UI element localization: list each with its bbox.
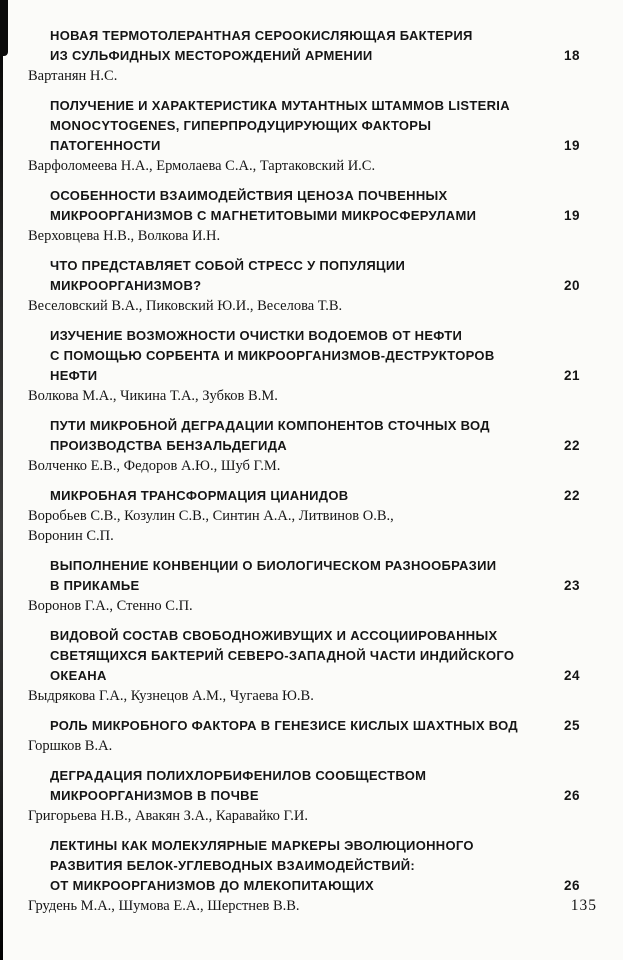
toc-entry	[28, 26, 580, 86]
entry-title-line: ПУТИ МИКРОБНОЙ ДЕГРАДАЦИИ КОМПОНЕНТОВ СТОЧНЫХ ВОД	[50, 418, 490, 433]
entry-page-number: 22	[563, 488, 580, 503]
entry-title-line: ДЕГРАДАЦИЯ ПОЛИХЛОРБИФЕНИЛОВ СООБЩЕСТВОМ	[50, 768, 427, 783]
entry-page-number: 23	[563, 578, 580, 593]
entry-title-line: ОКЕАНА	[50, 668, 107, 683]
entry-authors: Григорьева Н.В., Авакян З.А., Каравайко Г.И.	[28, 808, 308, 824]
entry-title-line: РАЗВИТИЯ БЕЛОК-УГЛЕВОДНЫХ ВЗАИМОДЕЙСТВИЙ:	[50, 858, 415, 873]
entry-title-line: ОТ МИКРООРГАНИЗМОВ ДО МЛЕКОПИТАЮЩИХ	[50, 878, 374, 893]
entry-title-line: МИКРООРГАНИЗМОВ?	[50, 278, 202, 293]
toc-entry	[28, 766, 580, 826]
entry-authors: Варфоломеева Н.А., Ермолаева С.А., Тартаковский И.С.	[28, 158, 376, 174]
entry-title-line: В ПРИКАМЬЕ	[50, 578, 140, 593]
entry-page-number: 20	[563, 278, 580, 293]
toc-entry	[28, 416, 580, 476]
entry-title-line: ЧТО ПРЕДСТАВЛЯЕТ СОБОЙ СТРЕСС У ПОПУЛЯЦИИ	[50, 258, 406, 273]
entry-title-line: МИКРОБНАЯ ТРАНСФОРМАЦИЯ ЦИАНИДОВ	[50, 488, 349, 503]
toc-entry	[28, 836, 580, 916]
entry-title-line: ВИДОВОЙ СОСТАВ СВОБОДНОЖИВУЩИХ И АССОЦИИРОВАННЫХ	[50, 628, 498, 643]
entry-authors: Верховцева Н.В., Волкова И.Н.	[28, 228, 221, 244]
entry-page-number: 18	[563, 48, 580, 63]
entry-page-number: 25	[563, 718, 580, 733]
entry-page-number: 26	[563, 878, 580, 893]
entry-title-line: НЕФТИ	[50, 368, 98, 383]
entry-authors: Вартанян Н.С.	[28, 68, 118, 84]
entry-page-number: 21	[563, 368, 580, 383]
entry-title-line: СВЕТЯЩИХСЯ БАКТЕРИЙ СЕВЕРО-ЗАПАДНОЙ ЧАСТИ ИНДИЙСКОГО	[50, 648, 515, 663]
entry-title-line: ПРОИЗВОДСТВА БЕНЗАЛЬДЕГИДА	[50, 438, 287, 453]
entry-title-line: ПОЛУЧЕНИЕ И ХАРАКТЕРИСТИКА МУТАНТНЫХ ШТАММОВ LISTERIA	[50, 98, 510, 113]
entry-title-line: ИЗ СУЛЬФИДНЫХ МЕСТОРОЖДЕНИЙ АРМЕНИИ	[50, 48, 373, 63]
entry-title-line: ВЫПОЛНЕНИЕ КОНВЕНЦИИ О БИОЛОГИЧЕСКОМ РАЗНООБРАЗИИ	[50, 558, 497, 573]
entry-title-line: МИКРООРГАНИЗМОВ В ПОЧВЕ	[50, 788, 259, 803]
entry-authors: Воронин С.П.	[28, 528, 114, 544]
toc-entry	[28, 96, 580, 176]
entry-authors: Выдрякова Г.А., Кузнецов А.М., Чугаева Ю.В.	[28, 688, 314, 704]
toc-entry	[28, 186, 580, 246]
entry-page-number: 19	[563, 208, 580, 223]
entry-page-number: 22	[563, 438, 580, 453]
entry-title-line: MONOCYTOGENES, ГИПЕРПРОДУЦИРУЮЩИХ ФАКТОРЫ	[50, 118, 432, 133]
toc-content	[28, 26, 580, 926]
footer-page-number: 135	[570, 897, 597, 914]
entry-title-line: ОСОБЕННОСТИ ВЗАИМОДЕЙСТВИЯ ЦЕНОЗА ПОЧВЕННЫХ	[50, 188, 448, 203]
entry-title-line: НОВАЯ ТЕРМОТОЛЕРАНТНАЯ СЕРООКИСЛЯЮЩАЯ БАКТЕРИЯ	[50, 28, 473, 43]
entry-page-number: 19	[563, 138, 580, 153]
toc-entry	[28, 326, 580, 406]
entry-authors: Горшков В.А.	[28, 738, 113, 754]
entry-authors: Воронов Г.А., Стенно С.П.	[28, 598, 193, 614]
toc-entry	[28, 626, 580, 706]
entry-title-line: С ПОМОЩЬЮ СОРБЕНТА И МИКРООРГАНИЗМОВ-ДЕСТРУКТОРОВ	[50, 348, 495, 363]
entry-authors: Грудень М.А., Шумова Е.А., Шерстнев В.В.	[28, 898, 300, 914]
entry-title-line: РОЛЬ МИКРОБНОГО ФАКТОРА В ГЕНЕЗИСЕ КИСЛЫХ ШАХТНЫХ ВОД	[50, 718, 518, 733]
toc-entry	[28, 256, 580, 316]
entry-authors: Волченко Е.В., Федоров А.Ю., Шуб Г.М.	[28, 458, 281, 474]
entry-title-line: ПАТОГЕННОСТИ	[50, 138, 161, 153]
entry-page-number: 26	[563, 788, 580, 803]
entry-authors: Веселовский В.А., Пиковский Ю.И., Веселова Т.В.	[28, 298, 343, 314]
scan-binding-edge-top	[0, 0, 8, 56]
toc-entry	[28, 486, 580, 546]
entry-authors: Волкова М.А., Чикина Т.А., Зубков В.М.	[28, 388, 278, 404]
entry-authors: Воробьев С.В., Козулин С.В., Синтин А.А., Литвинов О.В.,	[28, 508, 394, 524]
toc-entry	[28, 716, 580, 756]
scan-binding-edge	[0, 0, 3, 960]
toc-entry	[28, 556, 580, 616]
entry-page-number: 24	[563, 668, 580, 683]
entry-title-line: ИЗУЧЕНИЕ ВОЗМОЖНОСТИ ОЧИСТКИ ВОДОЕМОВ ОТ НЕФТИ	[50, 328, 463, 343]
entry-title-line: МИКРООРГАНИЗМОВ С МАГНЕТИТОВЫМИ МИКРОСФЕРУЛАМИ	[50, 208, 477, 223]
entry-title-line: ЛЕКТИНЫ КАК МОЛЕКУЛЯРНЫЕ МАРКЕРЫ ЭВОЛЮЦИОННОГО	[50, 838, 474, 853]
